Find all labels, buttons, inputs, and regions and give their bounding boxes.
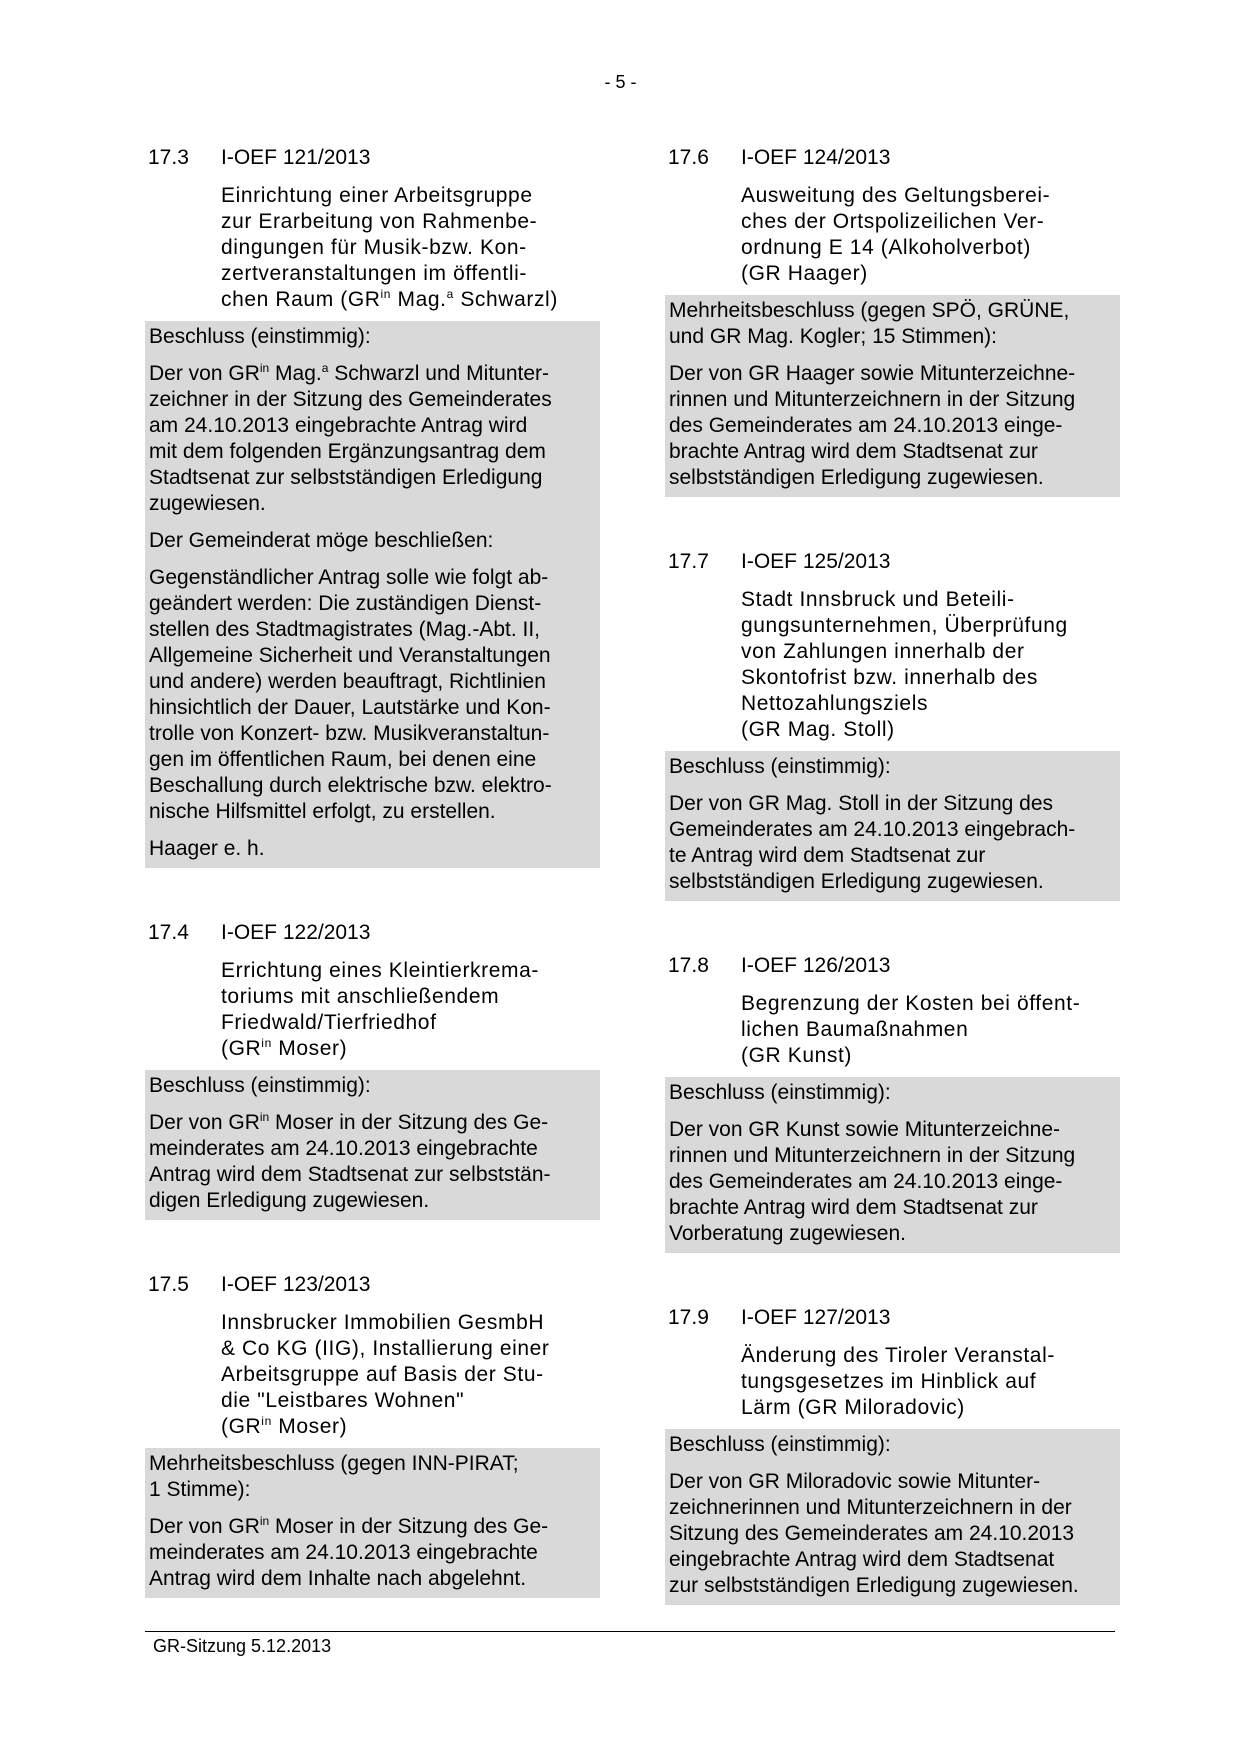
agenda-item-17-9: [665, 1305, 1120, 1605]
resolution-box: [145, 1070, 600, 1220]
left-column: [145, 145, 600, 1598]
item-heading: [145, 920, 600, 946]
title-line: Lärm (GR Miloradovic): [741, 1396, 965, 1419]
item-heading: [145, 1272, 600, 1298]
title-line: Innsbrucker Immobilien GesmbH: [221, 1311, 545, 1334]
page-number: - 5 -: [604, 72, 637, 92]
title-line: Friedwald/Tierfriedhof: [221, 1011, 437, 1034]
resolution-type: Beschluss (einstimmig):: [669, 1081, 891, 1104]
resolution-type: Beschluss (einstimmig):: [669, 755, 891, 778]
item-heading: [145, 145, 600, 171]
title-line: zertveranstaltungen im öffentli-: [221, 262, 527, 285]
item-heading: [665, 549, 1120, 575]
item-number: 17.9: [668, 1306, 709, 1329]
agenda-item-17-8: [665, 953, 1120, 1253]
item-reference: I-OEF 127/2013: [741, 1306, 891, 1329]
motion-text: Gegenständlicher Antrag solle wie folgt ab- geändert werden: Die zuständigen Dienst- stellen des Stadtmagistrates (Mag.-Abt. II, Allgemeine Sicherheit und Veranstaltungen und andere) werden beauftragt, Richtlinien hinsichtlich der Dauer, Lautstärke und Kon- trolle von Konzert- bzw. Musikveranstaltun- gen im öffentlichen Raum, bei denen eine Beschallung durch elektrische bzw. elektro- nische Hilfsmittel erfolgt, zu erstellen.: [149, 566, 552, 823]
resolution-type: Beschluss (einstimmig):: [149, 325, 371, 348]
title-line: ($GR^{in}$ Moser): [221, 1036, 348, 1060]
item-title: [145, 958, 600, 1062]
agenda-item-17-3: [145, 145, 600, 868]
item-reference: I-OEF 125/2013: [741, 550, 891, 573]
title-line: chen Raum ($GR^{in}$ Mag.$^a$ Schwarzl): [221, 287, 558, 311]
title-line: ($GR^{in}$ Moser): [221, 1414, 348, 1438]
signature: Haager e. h.: [149, 837, 265, 860]
resolution-text: Der von $GR^{in}$ Moser in der Sitzung des Ge- meinderates am 24.10.2013 eingebrachte Antrag wird dem Stadtsenat zur selbststän- digen Erledigung zugewiesen.: [149, 1110, 551, 1212]
agenda-item-17-5: [145, 1272, 600, 1598]
item-title: [665, 1343, 1120, 1421]
resolution-type: Mehrheitsbeschluss (gegen SPÖ, GRÜNE, und GR Mag. Kogler; 15 Stimmen):: [669, 299, 1070, 348]
resolution-box: [665, 1429, 1120, 1605]
item-title: [665, 991, 1120, 1069]
title-line: (GR Haager): [741, 262, 868, 285]
item-reference: I-OEF 122/2013: [221, 921, 371, 944]
resolution-box: [665, 1077, 1120, 1253]
item-title: [145, 1310, 600, 1440]
title-line: ches der Ortspolizeilichen Ver-: [741, 210, 1045, 233]
resolution-text: Der von $GR^{in}$ Moser in der Sitzung des Ge- meinderates am 24.10.2013 eingebrachte Antrag wird dem Inhalte nach abgelehnt.: [149, 1514, 549, 1590]
title-line: zur Erarbeitung von Rahmenbe-: [221, 210, 538, 233]
title-line: (GR Mag. Stoll): [741, 718, 895, 741]
title-line: von Zahlungen innerhalb der: [741, 640, 1025, 663]
item-number: 17.6: [668, 146, 709, 169]
title-line: dingungen für Musik-bzw. Kon-: [221, 236, 527, 259]
title-line: & Co KG (IIG), Installierung einer: [221, 1337, 550, 1360]
item-heading: [665, 145, 1120, 171]
resolution-type: Mehrheitsbeschluss (gegen INN-PIRAT; 1 Stimme):: [149, 1452, 519, 1501]
item-reference: I-OEF 123/2013: [221, 1273, 371, 1296]
item-number: 17.7: [668, 550, 709, 573]
item-reference: I-OEF 126/2013: [741, 954, 891, 977]
item-heading: [665, 953, 1120, 979]
resolution-text: Der von GR Kunst sowie Mitunterzeichne- rinnen und Mitunterzeichnern in der Sitzung des Gemeinderates am 24.10.2013 einge- brachte Antrag wird dem Stadtsenat zur Vorberatung zugewiesen.: [669, 1118, 1076, 1245]
item-title: [665, 183, 1120, 287]
resolution-box: [145, 1448, 600, 1598]
resolution-text: Der von $GR^{in}$ Mag.$^a$ Schwarzl und Mitunter- zeichner in der Sitzung des Gemeinderates am 24.10.2013 eingebrachte Antrag wird mit dem folgenden Ergänzungsantrag dem Stadtsenat zur selbstständigen Erledigung zugewiesen.: [149, 361, 552, 515]
resolution-box: [145, 321, 600, 868]
title-line: lichen Baumaßnahmen: [741, 1018, 969, 1041]
resolution-type: Beschluss (einstimmig):: [669, 1433, 891, 1456]
item-reference: I-OEF 121/2013: [221, 146, 371, 169]
agenda-item-17-6: [665, 145, 1120, 497]
item-reference: I-OEF 124/2013: [741, 146, 891, 169]
footer-divider: [145, 1631, 1115, 1632]
title-line: Errichtung eines Kleintierkrema-: [221, 959, 539, 982]
title-line: (GR Kunst): [741, 1044, 853, 1067]
title-line: die "Leistbares Wohnen": [221, 1389, 465, 1412]
resolution-type: Beschluss (einstimmig):: [149, 1074, 371, 1097]
resolution-box: [665, 295, 1120, 497]
title-line: Ausweitung des Geltungsberei-: [741, 184, 1051, 207]
item-title: [665, 587, 1120, 743]
title-line: tungsgesetzes im Hinblick auf: [741, 1370, 1037, 1393]
title-line: Nettozahlungsziels: [741, 692, 929, 715]
right-column: [665, 145, 1120, 1605]
title-line: Änderung des Tiroler Veranstal-: [741, 1344, 1055, 1367]
resolution-text: Der von GR Haager sowie Mitunterzeichne- rinnen und Mitunterzeichnern in der Sitzung des Gemeinderates am 24.10.2013 einge- brachte Antrag wird dem Stadtsenat zur selbstständigen Erledigung zugewiesen.: [669, 362, 1076, 489]
agenda-item-17-4: [145, 920, 600, 1220]
title-line: Einrichtung einer Arbeitsgruppe: [221, 184, 533, 207]
item-heading: [665, 1305, 1120, 1331]
item-number: 17.5: [148, 1273, 189, 1296]
motion-intro: Der Gemeinderat möge beschließen:: [149, 529, 494, 552]
footer-text: GR-Sitzung 5.12.2013: [153, 1636, 332, 1656]
title-line: Stadt Innsbruck und Beteili-: [741, 588, 1015, 611]
title-line: ordnung E 14 (Alkoholverbot): [741, 236, 1031, 259]
title-line: Arbeitsgruppe auf Basis der Stu-: [221, 1363, 544, 1386]
resolution-box: [665, 751, 1120, 901]
title-line: Begrenzung der Kosten bei öffent-: [741, 992, 1081, 1015]
resolution-text: Der von GR Mag. Stoll in der Sitzung des Gemeinderates am 24.10.2013 eingebrach- te Antrag wird dem Stadtsenat zur selbstständigen Erledigung zugewiesen.: [669, 792, 1076, 893]
item-number: 17.8: [668, 954, 709, 977]
title-line: gungsunternehmen, Überprüfung: [741, 614, 1068, 637]
item-number: 17.4: [148, 921, 189, 944]
item-number: 17.3: [148, 146, 189, 169]
item-title: [145, 183, 600, 313]
resolution-text: Der von GR Miloradovic sowie Mitunter- zeichnerinnen und Mitunterzeichnern in der Sitzung des Gemeinderates am 24.10.2013 eingebrachte Antrag wird dem Stadtsenat zur selbstständigen Erledigung zugewiesen.: [669, 1470, 1079, 1597]
agenda-item-17-7: [665, 549, 1120, 901]
title-line: toriums mit anschließendem: [221, 985, 500, 1008]
title-line: Skontofrist bzw. innerhalb des: [741, 666, 1038, 689]
